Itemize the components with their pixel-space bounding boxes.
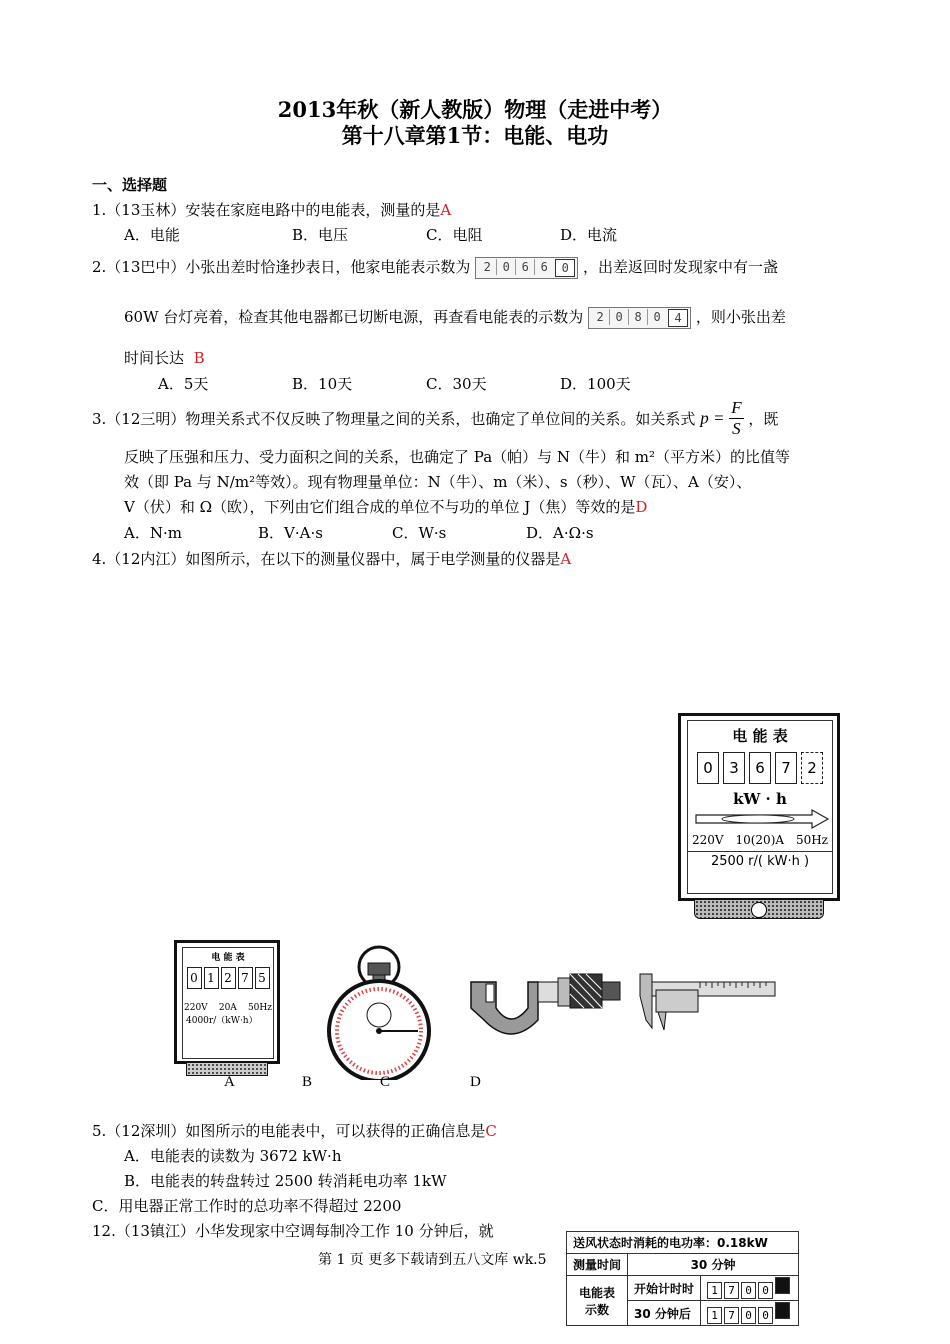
q5-option-a: A．电能表的读数为 3672 kW·h bbox=[124, 1147, 342, 1165]
q3-option-b: B．V·A·s bbox=[258, 524, 323, 542]
page-subtitle: 第十八章第1节：电能、电功 bbox=[341, 123, 609, 148]
question-1 bbox=[92, 199, 451, 220]
q2-option-d: D．100天 bbox=[560, 375, 631, 393]
big-meter-base bbox=[694, 899, 824, 919]
table-cell: 30 分钟 bbox=[628, 1254, 799, 1276]
big-meter-unit: kW · h bbox=[733, 790, 787, 808]
formula-lhs: p = bbox=[700, 408, 725, 428]
q2-option-a: A．5天 bbox=[158, 375, 209, 393]
page-footer: 第 1 页 更多下载请到五八文库 wk.5 bbox=[318, 1252, 547, 1268]
big-meter-title: 电 能 表 bbox=[732, 727, 788, 745]
table-cell: 30 分钟后 bbox=[628, 1301, 701, 1326]
question-2-line2 bbox=[124, 306, 786, 329]
page-title: 2013年秋（新人教版）物理（走进中考） bbox=[277, 97, 673, 122]
disk-arrow-icon bbox=[688, 808, 832, 830]
q3-option-d: D．A·Ω·s bbox=[526, 524, 594, 542]
table-cell: 1 7 0 0 bbox=[701, 1276, 799, 1301]
fig-label-d: D bbox=[470, 1074, 481, 1090]
fig-label-c: C bbox=[380, 1074, 391, 1090]
q1-option-c: C．电阻 bbox=[426, 226, 483, 244]
big-meter-specs: 220V 10(20)A 50Hz bbox=[692, 833, 828, 847]
q2-stem-c: 60W 台灯亮着，检查其他电器都已切断电源，再查看电能表的示数为 bbox=[124, 308, 584, 326]
ac-measurement-table bbox=[566, 1231, 799, 1326]
q1-option-b: B．电压 bbox=[292, 226, 349, 244]
big-electric-meter-figure bbox=[678, 713, 840, 921]
q3-answer: D bbox=[635, 498, 648, 516]
stopwatch-icon bbox=[322, 945, 437, 1080]
table-cell: 测量时间 bbox=[567, 1254, 628, 1276]
table-row: 送风状态时消耗的电功率：0.18kW bbox=[567, 1232, 799, 1254]
q1-stem: 1.（13玉林）安装在家庭电路中的电能表，测量的是 bbox=[92, 201, 441, 219]
q2-stem-a: 2.（13巴中）小张出差时恰逢抄表日，他家电能表示数为 bbox=[92, 258, 471, 276]
section-heading: 一、选择题 bbox=[92, 176, 168, 194]
big-meter-rate: 2500 r/( kW·h ) bbox=[688, 851, 832, 869]
q1-option-a: A．电能 bbox=[124, 226, 180, 244]
q3-line1: 3.（12三明）物理关系式不仅反映了物理量之间的关系，也确定了单位间的关系。如关系式 bbox=[92, 410, 696, 428]
q2-stem-d: ，则小张出差 bbox=[695, 308, 786, 326]
table-cell: 开始计时时 bbox=[628, 1276, 701, 1301]
question-4: 4.（12内江）如图所示，在以下的测量仪器中，属于电学测量的仪器是A bbox=[92, 550, 572, 568]
figure-a-electric-meter: 电 能 表 0 1 2 7 5 220V 20A 50Hz 4000r/（kW·h） bbox=[174, 940, 280, 1078]
question-2-line3: 时间长达 B bbox=[124, 349, 205, 367]
q3-option-c: C．W·s bbox=[392, 524, 447, 542]
q1-option-d: D．电流 bbox=[560, 226, 618, 244]
q2-option-c: C．30天 bbox=[426, 375, 487, 393]
formula-fraction: $\frac{F}{S}$ bbox=[731, 398, 742, 438]
q1-answer: A bbox=[440, 201, 452, 219]
q2-option-b: B．10天 bbox=[292, 375, 353, 393]
q4-answer: A bbox=[560, 550, 572, 568]
q2-stem-b: ，出差返回时发现家中有一盏 bbox=[582, 258, 778, 276]
q5-answer: C bbox=[485, 1122, 497, 1140]
q2-meter-reading-1: 2 0 6 6 0 bbox=[475, 257, 578, 279]
vernier-caliper-icon bbox=[630, 964, 780, 1034]
q5-option-c: C．用电器正常工作时的总功率不得超过 2200 bbox=[92, 1197, 402, 1215]
table-cell: 1 7 0 0 bbox=[701, 1301, 799, 1326]
q3-line3: 效（即 Pa 与 N/m²等效）。现有物理量单位：N（牛）、m（米）、s（秒）、W（瓦）、A（安）、 bbox=[124, 473, 752, 491]
q5-option-b: B．电能表的转盘转过 2500 转消耗电功率 1kW bbox=[124, 1172, 447, 1190]
question-2 bbox=[92, 256, 778, 279]
big-meter-digits: 0 3 6 7 2 bbox=[688, 752, 832, 784]
question-3-line4: V（伏）和 Ω（欧），下列由它们组合成的单位不与功的单位 J（焦）等效的是D bbox=[124, 498, 648, 516]
table-cell: 电能表 示数 bbox=[567, 1276, 628, 1326]
fig-label-b: B bbox=[302, 1074, 313, 1090]
q2-answer: B bbox=[193, 349, 205, 367]
micrometer-icon bbox=[466, 968, 628, 1040]
q3-option-a: A．N·m bbox=[124, 524, 182, 542]
question-3: 3.（12三明）物理关系式不仅反映了物理量之间的关系，也确定了单位间的关系。如关系式 p = $\frac{F}{S}$ ，既 bbox=[92, 398, 779, 438]
question-12: 12.（13镇江）小华发现家中空调每制冷工作 10 分钟后，就 bbox=[92, 1222, 494, 1240]
fig-label-a: A bbox=[224, 1074, 235, 1090]
screw-icon bbox=[751, 902, 767, 918]
q2-meter-reading-2: 2 0 8 0 4 bbox=[588, 307, 691, 329]
q3-line2: 反映了压强和压力、受力面积之间的关系，也确定了 Pa（帕）与 N（牛）和 m²（平方米）的比值等 bbox=[124, 448, 791, 466]
question-5: 5.（12深圳）如图所示的电能表中，可以获得的正确信息是C bbox=[92, 1122, 497, 1140]
